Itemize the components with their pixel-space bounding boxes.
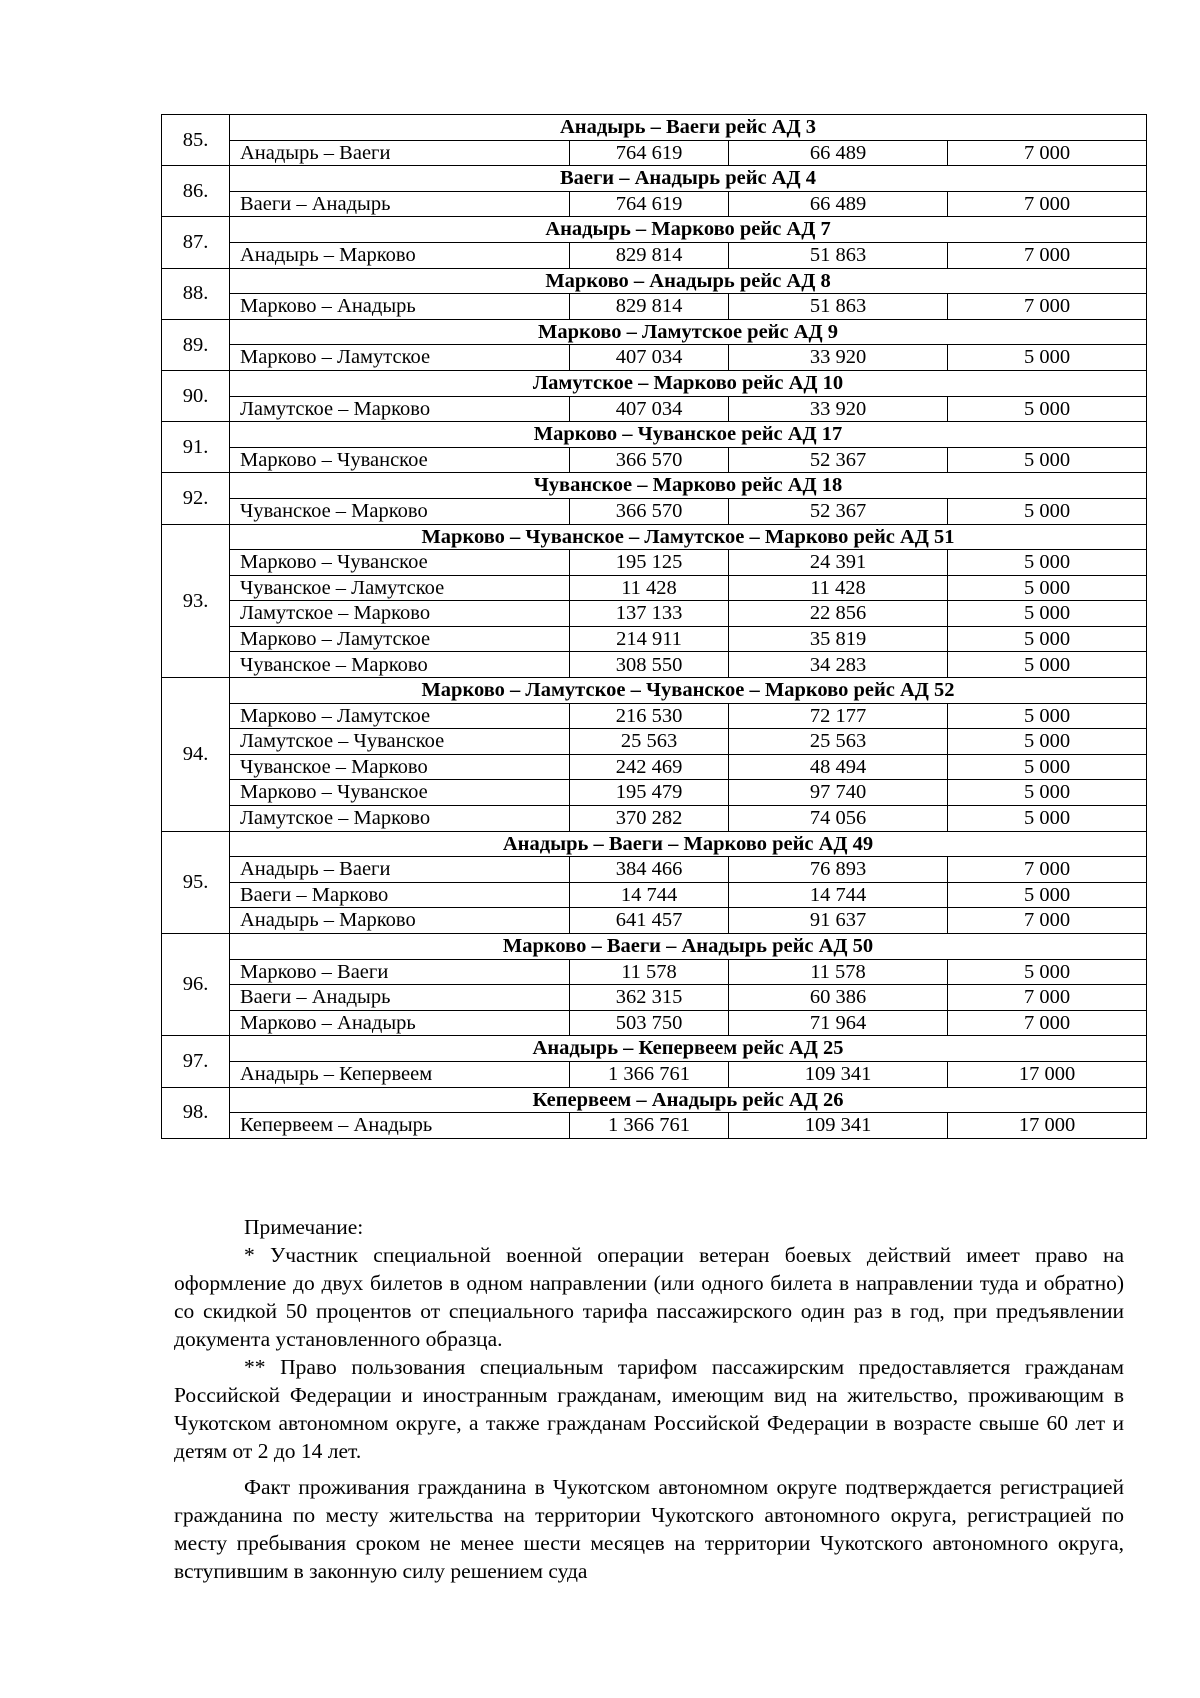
- value-cell-2: 72 177: [729, 703, 948, 729]
- value-cell-3: 5 000: [948, 959, 1147, 985]
- route-group-title-row: [162, 831, 1147, 857]
- row-number-cell: 88.: [162, 268, 230, 319]
- value-cell-2: 24 391: [729, 550, 948, 576]
- route-name-cell: Марково – Ламутское: [230, 703, 570, 729]
- route-group-title-row: [162, 115, 1147, 141]
- note-paragraph-1: * Участник специальной военной операции ветеран боевых действий имеет право на оформление до двух билетов в одном направлении (или одного билета в направлении туда и обратно) со скидкой 50 процентов от специального тарифа пассажирского один раз в год, при предъявлении документа установленного образца.: [174, 1243, 1124, 1351]
- value-cell-3: 7 000: [948, 985, 1147, 1011]
- row-number-cell: 91.: [162, 422, 230, 473]
- row-number-cell: 95.: [162, 831, 230, 933]
- notes-section: [174, 1213, 1124, 1585]
- value-cell-1: 829 814: [570, 242, 729, 268]
- route-group-title-row: [162, 217, 1147, 243]
- value-cell-1: 195 479: [570, 780, 729, 806]
- value-cell-1: 216 530: [570, 703, 729, 729]
- value-cell-1: 1 366 761: [570, 1061, 729, 1087]
- row-number-cell: 93.: [162, 524, 230, 678]
- row-number-cell: 96.: [162, 934, 230, 1036]
- route-group-title-row: [162, 678, 1147, 704]
- value-cell-2: 109 341: [729, 1113, 948, 1139]
- route-name-cell: Анадырь – Ваеги: [230, 140, 570, 166]
- value-cell-3: 5 000: [948, 652, 1147, 678]
- value-cell-1: 829 814: [570, 294, 729, 320]
- row-number-cell: 94.: [162, 678, 230, 832]
- value-cell-1: 503 750: [570, 1010, 729, 1036]
- value-cell-3: 5 000: [948, 601, 1147, 627]
- value-cell-3: 5 000: [948, 780, 1147, 806]
- row-number-cell: 89.: [162, 319, 230, 370]
- value-cell-3: 5 000: [948, 396, 1147, 422]
- value-cell-3: 17 000: [948, 1061, 1147, 1087]
- value-cell-1: 384 466: [570, 857, 729, 883]
- table-row: [162, 601, 1147, 627]
- value-cell-2: 51 863: [729, 242, 948, 268]
- value-cell-2: 25 563: [729, 729, 948, 755]
- value-cell-1: 366 570: [570, 498, 729, 524]
- value-cell-2: 74 056: [729, 806, 948, 832]
- value-cell-1: 407 034: [570, 345, 729, 371]
- route-group-title-row: [162, 934, 1147, 960]
- route-group-title-row: [162, 1087, 1147, 1113]
- value-cell-1: 11 428: [570, 575, 729, 601]
- table-row: [162, 806, 1147, 832]
- table-row: [162, 447, 1147, 473]
- route-title-cell: Марково – Ламутское рейс АД 9: [230, 319, 1147, 345]
- value-cell-3: 5 000: [948, 806, 1147, 832]
- route-name-cell: Чуванское – Ламутское: [230, 575, 570, 601]
- route-name-cell: Анадырь – Марково: [230, 908, 570, 934]
- note-paragraph-3: Факт проживания гражданина в Чукотском автономном округе подтверждается регистрацией гражданина по месту жительства на территории Чукотского автономного округа, регистрацией по месту пребывания сроком не менее шести месяцев на территории Чукотского автономного округа, вступившим в законную силу решением суда: [174, 1475, 1124, 1583]
- route-name-cell: Ваеги – Анадырь: [230, 191, 570, 217]
- route-title-cell: Ламутское – Марково рейс АД 10: [230, 370, 1147, 396]
- value-cell-1: 1 366 761: [570, 1113, 729, 1139]
- route-name-cell: Ваеги – Марково: [230, 882, 570, 908]
- route-name-cell: Анадырь – Марково: [230, 242, 570, 268]
- route-name-cell: Ваеги – Анадырь: [230, 985, 570, 1011]
- route-name-cell: Марково – Чуванское: [230, 780, 570, 806]
- table-row: [162, 191, 1147, 217]
- value-cell-1: 362 315: [570, 985, 729, 1011]
- value-cell-1: 641 457: [570, 908, 729, 934]
- route-name-cell: Марково – Ламутское: [230, 626, 570, 652]
- table-row: [162, 729, 1147, 755]
- value-cell-3: 5 000: [948, 345, 1147, 371]
- value-cell-1: 195 125: [570, 550, 729, 576]
- table-row: [162, 626, 1147, 652]
- route-title-cell: Марково – Чуванское – Ламутское – Марково рейс АД 51: [230, 524, 1147, 550]
- notes-heading: Примечание:: [244, 1215, 364, 1239]
- route-title-cell: Марково – Чуванское рейс АД 17: [230, 422, 1147, 448]
- route-name-cell: Ламутское – Марково: [230, 396, 570, 422]
- value-cell-2: 22 856: [729, 601, 948, 627]
- route-name-cell: Марково – Чуванское: [230, 550, 570, 576]
- value-cell-3: 5 000: [948, 703, 1147, 729]
- route-group-title-row: [162, 473, 1147, 499]
- table-row: [162, 780, 1147, 806]
- table-row: [162, 985, 1147, 1011]
- route-name-cell: Ламутское – Чуванское: [230, 729, 570, 755]
- table-row: [162, 959, 1147, 985]
- value-cell-2: 52 367: [729, 447, 948, 473]
- value-cell-2: 11 428: [729, 575, 948, 601]
- value-cell-2: 97 740: [729, 780, 948, 806]
- routes-tariff-table: [161, 114, 1147, 1139]
- value-cell-1: 370 282: [570, 806, 729, 832]
- value-cell-2: 60 386: [729, 985, 948, 1011]
- value-cell-3: 7 000: [948, 294, 1147, 320]
- route-name-cell: Чуванское – Марково: [230, 498, 570, 524]
- value-cell-1: 366 570: [570, 447, 729, 473]
- value-cell-3: 5 000: [948, 626, 1147, 652]
- route-name-cell: Ламутское – Марково: [230, 601, 570, 627]
- table-row: [162, 1061, 1147, 1087]
- row-number-cell: 87.: [162, 217, 230, 268]
- value-cell-2: 33 920: [729, 345, 948, 371]
- row-number-cell: 85.: [162, 115, 230, 166]
- value-cell-3: 7 000: [948, 857, 1147, 883]
- route-name-cell: Анадырь – Кепервеем: [230, 1061, 570, 1087]
- value-cell-2: 66 489: [729, 191, 948, 217]
- value-cell-1: 25 563: [570, 729, 729, 755]
- value-cell-3: 7 000: [948, 908, 1147, 934]
- route-name-cell: Марково – Анадырь: [230, 294, 570, 320]
- note-paragraph-2: ** Право пользования специальным тарифом пассажирским предоставляется гражданам Российской Федерации и иностранным гражданам, имеющим вид на жительство, проживающим в Чукотском автономном округе, а также гражданам Российской Федерации в возрасте свыше 60 лет и детям от 2 до 14 лет.: [174, 1355, 1124, 1463]
- value-cell-2: 48 494: [729, 754, 948, 780]
- value-cell-1: 11 578: [570, 959, 729, 985]
- value-cell-1: 242 469: [570, 754, 729, 780]
- value-cell-1: 407 034: [570, 396, 729, 422]
- table-row: [162, 575, 1147, 601]
- route-title-cell: Ваеги – Анадырь рейс АД 4: [230, 166, 1147, 192]
- value-cell-2: 11 578: [729, 959, 948, 985]
- table-row: [162, 1010, 1147, 1036]
- table-row: [162, 882, 1147, 908]
- route-title-cell: Кепервеем – Анадырь рейс АД 26: [230, 1087, 1147, 1113]
- value-cell-2: 35 819: [729, 626, 948, 652]
- route-title-cell: Анадырь – Кепервеем рейс АД 25: [230, 1036, 1147, 1062]
- table-row: [162, 857, 1147, 883]
- value-cell-3: 7 000: [948, 140, 1147, 166]
- route-name-cell: Чуванское – Марково: [230, 754, 570, 780]
- table-row: [162, 652, 1147, 678]
- route-name-cell: Чуванское – Марково: [230, 652, 570, 678]
- route-group-title-row: [162, 370, 1147, 396]
- value-cell-2: 34 283: [729, 652, 948, 678]
- table-row: [162, 242, 1147, 268]
- route-title-cell: Чуванское – Марково рейс АД 18: [230, 473, 1147, 499]
- value-cell-1: 764 619: [570, 191, 729, 217]
- value-cell-2: 52 367: [729, 498, 948, 524]
- route-name-cell: Марково – Чуванское: [230, 447, 570, 473]
- table-row: [162, 754, 1147, 780]
- route-title-cell: Марково – Анадырь рейс АД 8: [230, 268, 1147, 294]
- row-number-cell: 98.: [162, 1087, 230, 1138]
- value-cell-3: 5 000: [948, 575, 1147, 601]
- value-cell-3: 7 000: [948, 1010, 1147, 1036]
- value-cell-1: 14 744: [570, 882, 729, 908]
- table-row: [162, 140, 1147, 166]
- value-cell-2: 91 637: [729, 908, 948, 934]
- value-cell-1: 308 550: [570, 652, 729, 678]
- value-cell-3: 5 000: [948, 447, 1147, 473]
- row-number-cell: 97.: [162, 1036, 230, 1087]
- value-cell-2: 66 489: [729, 140, 948, 166]
- value-cell-1: 137 133: [570, 601, 729, 627]
- value-cell-1: 764 619: [570, 140, 729, 166]
- route-title-cell: Марково – Ламутское – Чуванское – Марково рейс АД 52: [230, 678, 1147, 704]
- value-cell-3: 17 000: [948, 1113, 1147, 1139]
- value-cell-2: 14 744: [729, 882, 948, 908]
- route-group-title-row: [162, 524, 1147, 550]
- value-cell-3: 7 000: [948, 242, 1147, 268]
- value-cell-1: 214 911: [570, 626, 729, 652]
- value-cell-3: 5 000: [948, 550, 1147, 576]
- value-cell-2: 71 964: [729, 1010, 948, 1036]
- route-title-cell: Марково – Ваеги – Анадырь рейс АД 50: [230, 934, 1147, 960]
- row-number-cell: 92.: [162, 473, 230, 524]
- route-name-cell: Марково – Анадырь: [230, 1010, 570, 1036]
- route-group-title-row: [162, 166, 1147, 192]
- row-number-cell: 90.: [162, 370, 230, 421]
- value-cell-3: 7 000: [948, 191, 1147, 217]
- value-cell-2: 76 893: [729, 857, 948, 883]
- value-cell-3: 5 000: [948, 729, 1147, 755]
- row-number-cell: 86.: [162, 166, 230, 217]
- table-row: [162, 345, 1147, 371]
- route-name-cell: Марково – Ваеги: [230, 959, 570, 985]
- table-row: [162, 1113, 1147, 1139]
- value-cell-3: 5 000: [948, 882, 1147, 908]
- route-group-title-row: [162, 1036, 1147, 1062]
- value-cell-3: 5 000: [948, 498, 1147, 524]
- route-group-title-row: [162, 422, 1147, 448]
- value-cell-2: 109 341: [729, 1061, 948, 1087]
- route-name-cell: Марково – Ламутское: [230, 345, 570, 371]
- route-group-title-row: [162, 319, 1147, 345]
- route-name-cell: Ламутское – Марково: [230, 806, 570, 832]
- value-cell-2: 51 863: [729, 294, 948, 320]
- route-name-cell: Анадырь – Ваеги: [230, 857, 570, 883]
- route-title-cell: Анадырь – Марково рейс АД 7: [230, 217, 1147, 243]
- table-row: [162, 550, 1147, 576]
- routes-table-body: [162, 115, 1147, 1139]
- route-title-cell: Анадырь – Ваеги рейс АД 3: [230, 115, 1147, 141]
- table-row: [162, 908, 1147, 934]
- route-name-cell: Кепервеем – Анадырь: [230, 1113, 570, 1139]
- value-cell-3: 5 000: [948, 754, 1147, 780]
- table-row: [162, 498, 1147, 524]
- value-cell-2: 33 920: [729, 396, 948, 422]
- table-row: [162, 703, 1147, 729]
- table-row: [162, 294, 1147, 320]
- route-title-cell: Анадырь – Ваеги – Марково рейс АД 49: [230, 831, 1147, 857]
- table-row: [162, 396, 1147, 422]
- route-group-title-row: [162, 268, 1147, 294]
